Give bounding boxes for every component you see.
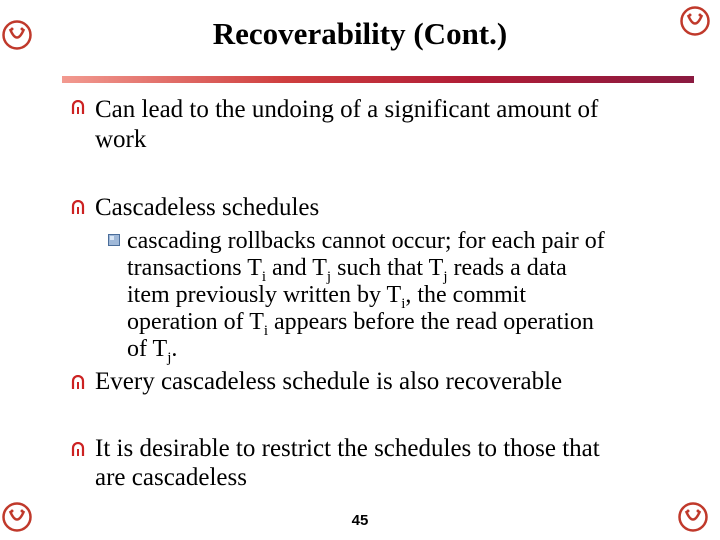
bullet-marker-icon [70,375,86,391]
bullet-4-line-2: are cascadeless [95,464,247,491]
bullet-1-line-2: work [95,126,147,153]
bullet-marker-icon [70,100,86,116]
page-number: 45 [351,512,369,529]
sub-bullet-line-1: cascading rollbacks cannot occur; for each pair of [127,228,605,254]
bullet-3-text: Every cascadeless schedule is also recoverable [95,368,563,395]
bullet-4-line-1: It is desirable to restrict the schedules to those that [95,435,600,462]
bullet-2-text: Cascadeless schedules [95,194,320,221]
bullet-1-line-1: Can lead to the undoing of a significant amount of [95,96,599,123]
title-divider [62,76,694,83]
bullet-marker-icon [70,442,86,458]
sub-bullet-line-5: of $T_j$. [127,336,178,366]
sub-bullet-line-3: item previously written by $T_i$, the commit [127,282,527,312]
sub-bullet-line-2: transactions $T_i$ and $T_j$ such that $T_j$ reads a data [127,255,567,285]
bullet-marker-icon [70,200,86,216]
slide-title: Recoverability (Cont.) [212,16,508,51]
sub-bullet-line-4: operation of $T_i$ appears before the read operation [127,309,594,339]
sub-bullet-marker-icon [108,234,121,247]
